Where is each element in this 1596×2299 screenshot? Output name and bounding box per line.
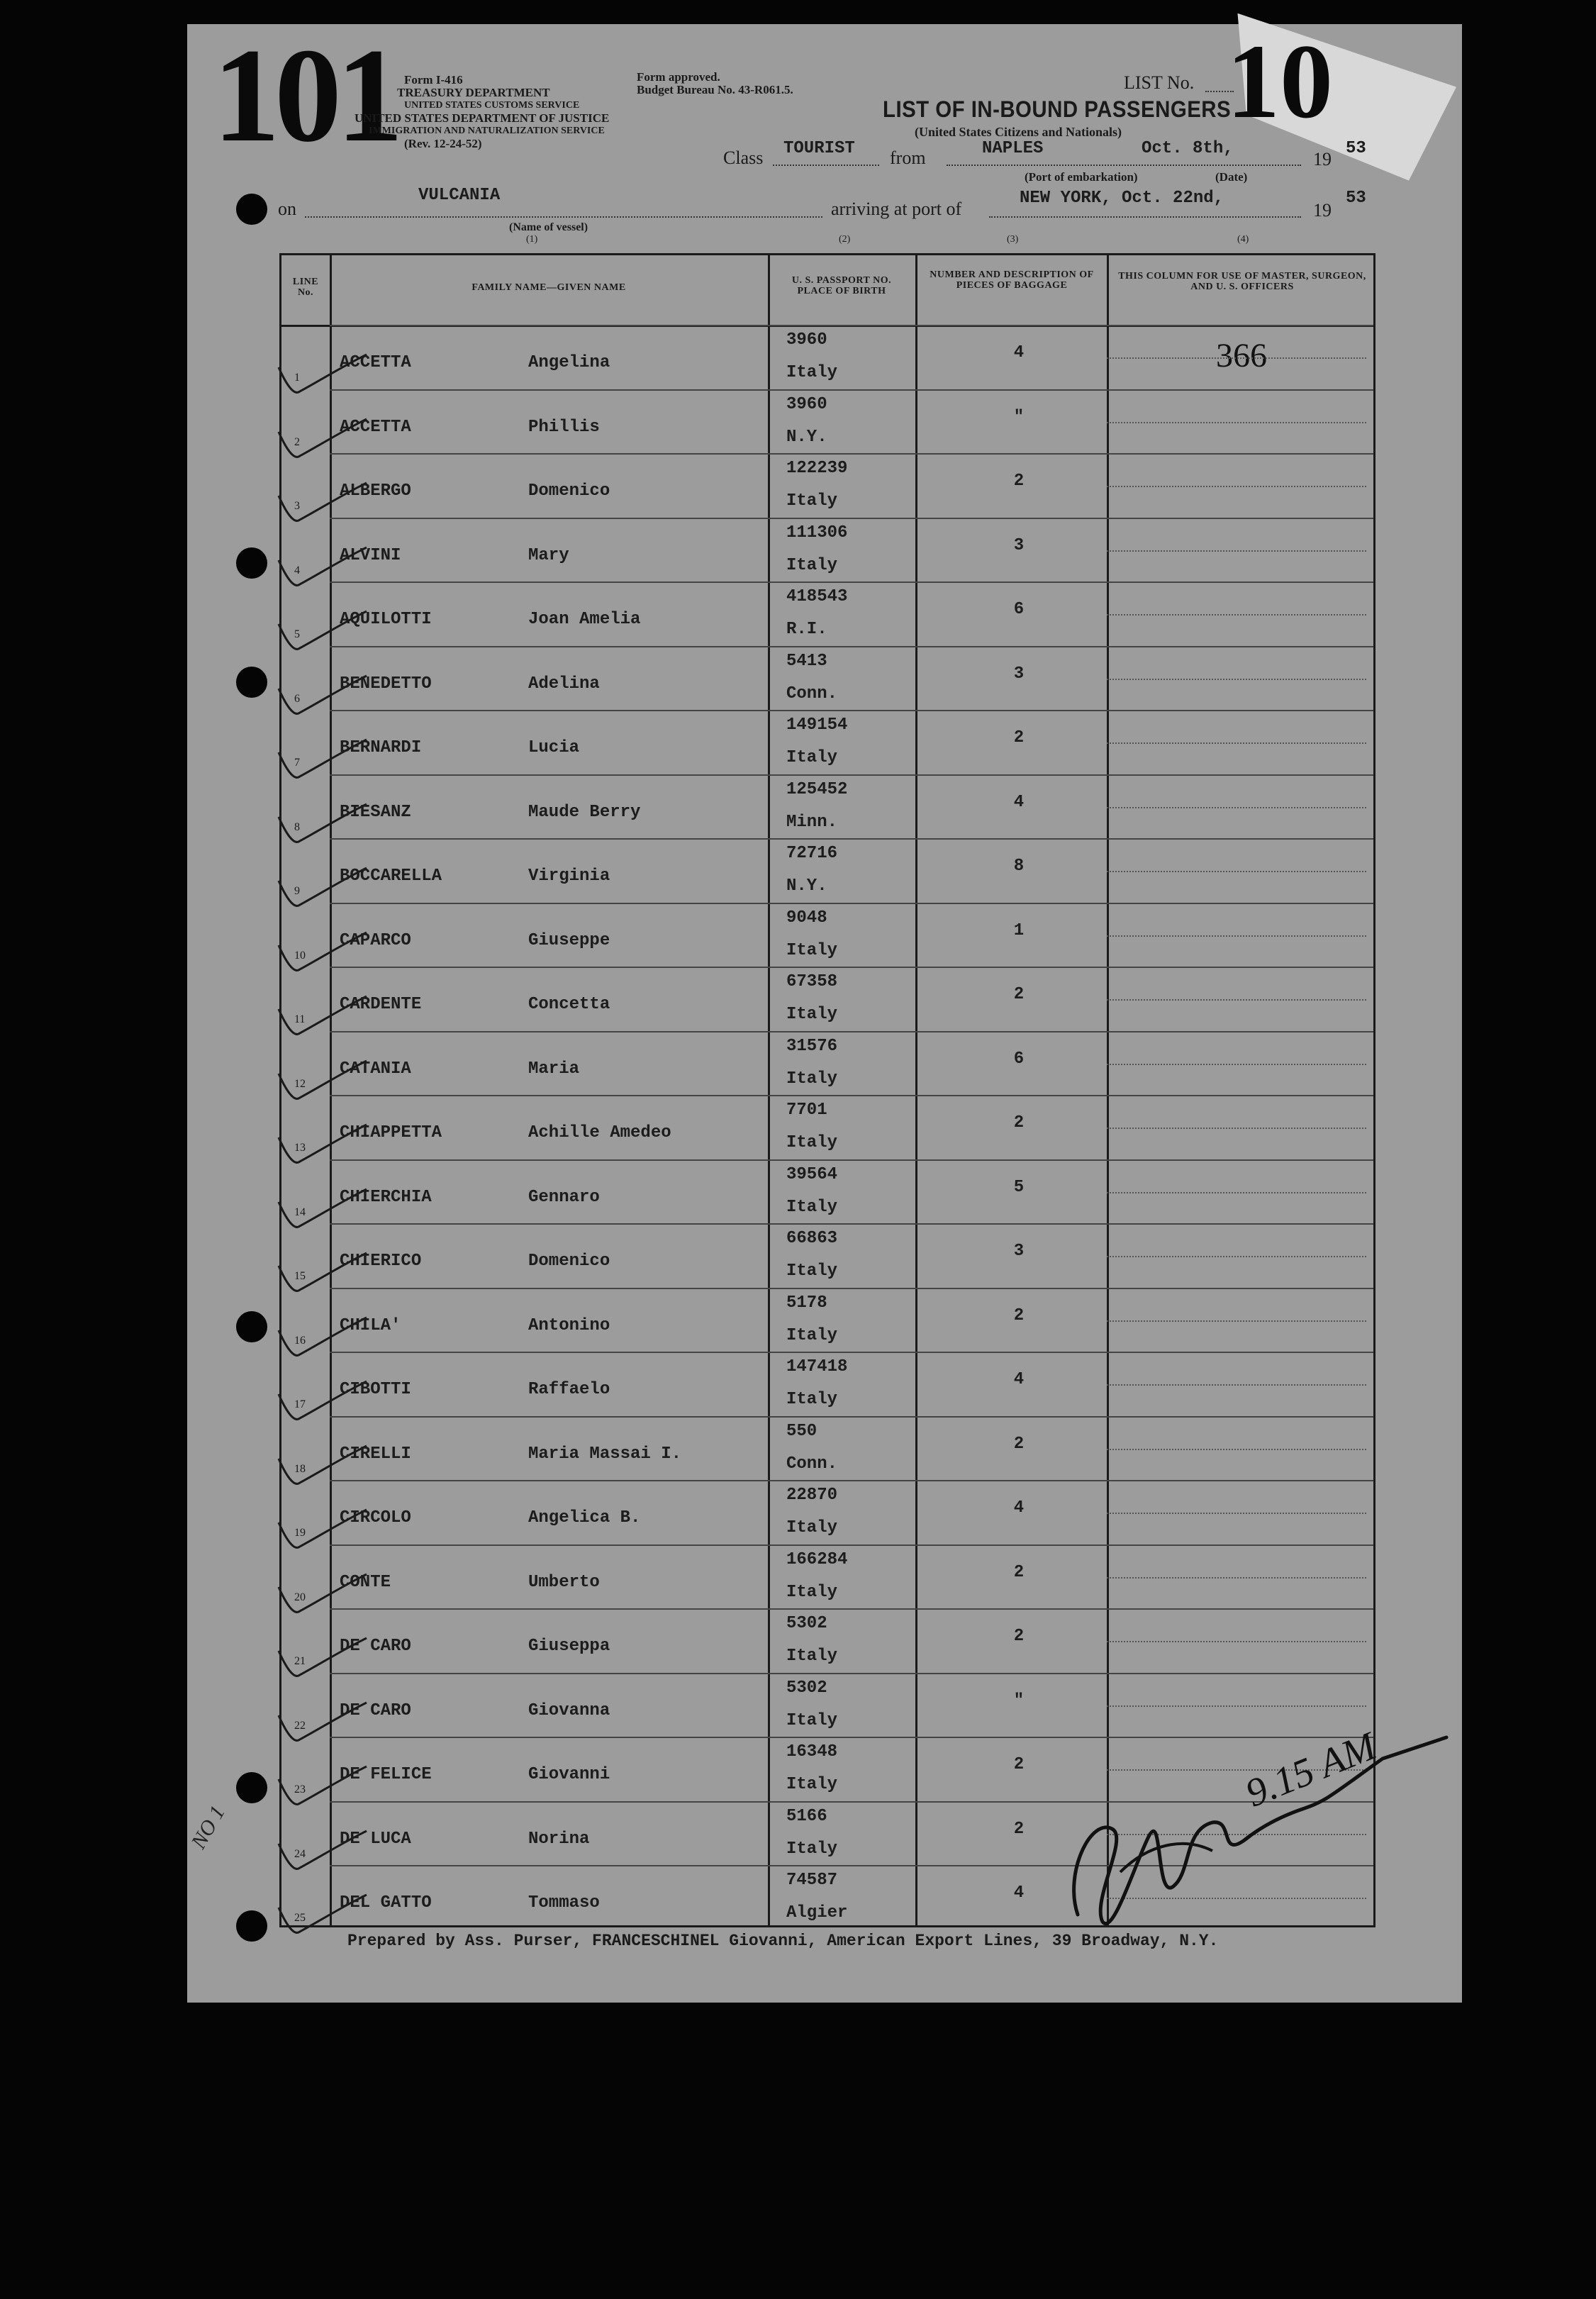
- passport-number: 39564: [786, 1164, 838, 1184]
- family-name: CIRELLI: [340, 1444, 411, 1464]
- list-no-label: LIST No.: [1124, 72, 1195, 93]
- list-stamp-number-right: 10: [1227, 23, 1333, 140]
- on-label: on: [278, 199, 296, 219]
- table-row: [281, 325, 1373, 389]
- list-stamp-number: 101: [213, 21, 398, 170]
- row-divider: [330, 1673, 1373, 1674]
- place-of-birth: R.I.: [786, 620, 827, 639]
- place-of-birth: Algier: [786, 1903, 848, 1922]
- family-name: AQUILOTTI: [340, 610, 432, 629]
- approval-line-1: Form approved.: [637, 70, 720, 84]
- line-number: 9: [294, 885, 300, 897]
- page-title: LIST OF IN-BOUND PASSENGERS: [883, 96, 1232, 122]
- row-dotted-rule: [1107, 742, 1366, 744]
- line-number: 25: [294, 1912, 306, 1924]
- col-header-passport: U. S. PASSPORT NO. PLACE OF BIRTH: [791, 275, 892, 296]
- place-of-birth: Italy: [786, 363, 838, 382]
- row-divider: [330, 325, 1373, 326]
- vessel-line: [305, 216, 822, 218]
- row-divider: [330, 774, 1373, 776]
- family-name: ACCETTA: [340, 417, 411, 437]
- baggage-count: 4: [1013, 1883, 1025, 1903]
- form-number: Form I-416: [404, 73, 463, 87]
- place-of-birth: Italy: [786, 1775, 838, 1794]
- form-dept-4: IMMIGRATION AND NATURALIZATION SERVICE: [369, 126, 605, 136]
- passport-number: 5302: [786, 1614, 827, 1633]
- row-dotted-rule: [1107, 1320, 1366, 1322]
- punch-hole: [236, 1772, 267, 1803]
- line-number: 12: [294, 1077, 306, 1090]
- given-name: Gennaro: [528, 1187, 600, 1207]
- baggage-count: 2: [1013, 1434, 1025, 1454]
- baggage-count: 2: [1013, 1113, 1025, 1132]
- punch-hole: [236, 194, 267, 225]
- baggage-count: 2: [1013, 985, 1025, 1004]
- table-row: [281, 1608, 1373, 1673]
- col-num-3: (3): [1007, 234, 1019, 245]
- given-name: Tommaso: [528, 1893, 600, 1913]
- given-name: Angelica B.: [528, 1508, 641, 1527]
- given-name: Achille Amedeo: [528, 1123, 671, 1142]
- baggage-count: 6: [1013, 600, 1025, 619]
- baggage-count: 1: [1013, 920, 1025, 940]
- arrival-port-date: NEW YORK, Oct. 22nd,: [1020, 189, 1224, 208]
- line-number: 11: [294, 1013, 306, 1025]
- row-dotted-rule: [1107, 1064, 1366, 1065]
- given-name: Angelina: [528, 353, 610, 372]
- line-number: 8: [294, 820, 300, 833]
- given-name: Lucia: [528, 738, 580, 757]
- baggage-count: 4: [1013, 792, 1025, 812]
- passport-number: 5302: [786, 1678, 827, 1698]
- col-header-baggage: NUMBER AND DESCRIPTION OF PIECES OF BAGGAGE: [930, 269, 1094, 291]
- row-divider: [330, 1095, 1373, 1096]
- line-number: 20: [294, 1591, 306, 1603]
- table-row: [281, 1095, 1373, 1159]
- place-of-birth: Italy: [786, 1518, 838, 1537]
- baggage-count: ": [1013, 1691, 1025, 1710]
- embarkation-date: Oct. 8th,: [1142, 139, 1234, 158]
- row-dotted-rule: [1107, 1577, 1366, 1579]
- family-name: DE FELICE: [340, 1765, 432, 1784]
- punch-hole: [236, 1311, 267, 1342]
- family-name: BENEDETTO: [340, 674, 432, 694]
- handwritten-time-note: 9.15 AM: [1239, 1724, 1383, 1816]
- row-divider: [330, 838, 1373, 840]
- passport-number: 149154: [786, 716, 848, 735]
- row-divider: [330, 646, 1373, 647]
- margin-note: NO 1: [186, 1801, 230, 1853]
- family-name: CIRCOLO: [340, 1508, 411, 1527]
- table-row: [281, 1416, 1373, 1481]
- row-dotted-rule: [1107, 679, 1366, 680]
- passport-number: 22870: [786, 1486, 838, 1505]
- row-divider: [330, 1480, 1373, 1481]
- col-header-name: FAMILY NAME—GIVEN NAME: [471, 282, 626, 293]
- place-of-birth: N.Y.: [786, 876, 827, 896]
- family-name: CATANIA: [340, 1059, 411, 1079]
- class-line: [773, 165, 879, 166]
- place-of-birth: Italy: [786, 1710, 838, 1730]
- table-row: [281, 646, 1373, 711]
- passport-number: 5413: [786, 651, 827, 671]
- line-number: 23: [294, 1783, 306, 1796]
- place-of-birth: Italy: [786, 555, 838, 575]
- family-name: DEL GATTO: [340, 1893, 432, 1913]
- passport-number: 74587: [786, 1871, 838, 1890]
- row-divider: [330, 581, 1373, 583]
- passport-number: 16348: [786, 1742, 838, 1761]
- baggage-count: 6: [1013, 1049, 1025, 1069]
- line-number: 10: [294, 949, 306, 962]
- row-dotted-rule: [1107, 1192, 1366, 1193]
- line-number: 4: [294, 564, 300, 577]
- baggage-count: 2: [1013, 728, 1025, 747]
- family-name: CONTE: [340, 1572, 391, 1592]
- family-name: CAPARCO: [340, 930, 411, 950]
- line-number: 17: [294, 1398, 306, 1410]
- row-dotted-rule: [1107, 357, 1366, 359]
- line-number: 18: [294, 1462, 306, 1475]
- given-name: Domenico: [528, 481, 610, 501]
- table-row: [281, 1223, 1373, 1288]
- family-name: BIESANZ: [340, 802, 411, 822]
- family-name: DE CARO: [340, 1700, 411, 1720]
- place-of-birth: Italy: [786, 1325, 838, 1345]
- passport-number: 9048: [786, 908, 827, 928]
- row-divider: [330, 1416, 1373, 1418]
- given-name: Mary: [528, 545, 569, 565]
- from-label: from: [890, 147, 926, 168]
- baggage-count: 3: [1013, 535, 1025, 555]
- place-of-birth: Italy: [786, 1133, 838, 1152]
- punch-hole: [236, 547, 267, 579]
- line-number: 22: [294, 1719, 306, 1732]
- family-name: CHIERICO: [340, 1252, 422, 1271]
- row-dotted-rule: [1107, 550, 1366, 552]
- given-name: Concetta: [528, 995, 610, 1014]
- family-name: ALBERGO: [340, 481, 411, 501]
- passport-number: 550: [786, 1421, 817, 1441]
- family-name: BOCCARELLA: [340, 867, 442, 886]
- place-of-birth: Italy: [786, 1005, 838, 1024]
- col-num-1: (1): [526, 234, 538, 245]
- line-number: 14: [294, 1206, 306, 1218]
- row-divider: [330, 1352, 1373, 1353]
- row-dotted-rule: [1107, 935, 1366, 937]
- given-name: Virginia: [528, 867, 610, 886]
- line-number: 1: [294, 372, 300, 384]
- place-of-birth: Italy: [786, 940, 838, 960]
- passport-number: 166284: [786, 1549, 848, 1569]
- page-subtitle: (United States Citizens and Nationals): [915, 125, 1122, 139]
- line-number: 3: [294, 500, 300, 512]
- passport-number: 111306: [786, 523, 848, 542]
- officer-note: 366: [1216, 337, 1267, 374]
- passport-number: 7701: [786, 1101, 827, 1120]
- row-dotted-rule: [1107, 1449, 1366, 1450]
- arrival-line: [989, 216, 1301, 218]
- row-dotted-rule: [1107, 1641, 1366, 1642]
- row-dotted-rule: [1107, 807, 1366, 808]
- given-name: Phillis: [528, 417, 600, 437]
- form-dept-2: UNITED STATES CUSTOMS SERVICE: [404, 100, 580, 111]
- family-name: ALVINI: [340, 545, 401, 565]
- baggage-count: 2: [1013, 1562, 1025, 1582]
- row-divider: [330, 1223, 1373, 1225]
- passport-number: 122239: [786, 459, 848, 478]
- row-dotted-rule: [1107, 1384, 1366, 1386]
- family-name: DE CARO: [340, 1637, 411, 1656]
- row-dotted-rule: [1107, 999, 1366, 1001]
- given-name: Joan Amelia: [528, 610, 641, 629]
- col-header-officers: THIS COLUMN FOR USE OF MASTER, SURGEON, AND U. S. OFFICERS: [1118, 271, 1366, 292]
- place-of-birth: Italy: [786, 1839, 838, 1859]
- form-dept-3: UNITED STATES DEPARTMENT OF JUSTICE: [355, 111, 610, 125]
- given-name: Giovanna: [528, 1700, 610, 1720]
- arrival-year-prefix: 19: [1313, 200, 1332, 221]
- table-row: [281, 1544, 1373, 1609]
- baggage-count: 4: [1013, 1498, 1025, 1518]
- table-row: [281, 1288, 1373, 1352]
- table-row: [281, 774, 1373, 839]
- line-number: 16: [294, 1334, 306, 1347]
- passport-number: 66863: [786, 1229, 838, 1248]
- place-of-birth: Italy: [786, 1069, 838, 1089]
- embark-caption: (Port of embarkation): [1025, 170, 1138, 184]
- family-name: DE LUCA: [340, 1829, 411, 1849]
- passport-number: 147418: [786, 1357, 848, 1376]
- place-of-birth: Italy: [786, 1647, 838, 1666]
- table-row: [281, 1480, 1373, 1544]
- passport-number: 5166: [786, 1806, 827, 1826]
- table-row: [281, 710, 1373, 774]
- col-header-line-no: LINE No.: [292, 277, 319, 298]
- row-divider: [330, 1031, 1373, 1032]
- line-number: 19: [294, 1527, 306, 1539]
- table-row: [281, 903, 1373, 967]
- place-of-birth: Italy: [786, 1582, 838, 1602]
- row-divider: [330, 967, 1373, 968]
- officer-signature: [1049, 1688, 1461, 1943]
- passport-number: 418543: [786, 587, 848, 606]
- date-caption: (Date): [1215, 170, 1248, 184]
- table-row: [281, 1352, 1373, 1416]
- col-num-4: (4): [1237, 234, 1249, 245]
- vessel-caption: (Name of vessel): [509, 221, 588, 233]
- form-revision: (Rev. 12-24-52): [404, 137, 482, 150]
- row-dotted-rule: [1107, 1128, 1366, 1129]
- given-name: Giuseppa: [528, 1637, 610, 1656]
- punch-hole: [236, 667, 267, 698]
- row-dotted-rule: [1107, 1513, 1366, 1514]
- passport-number: 72716: [786, 844, 838, 863]
- row-dotted-rule: [1107, 871, 1366, 872]
- given-name: Domenico: [528, 1252, 610, 1271]
- embark-year-prefix: 19: [1313, 149, 1332, 169]
- row-dotted-rule: [1107, 486, 1366, 487]
- approval-block: [637, 71, 793, 96]
- table-row: [281, 967, 1373, 1031]
- from-line: [947, 165, 1301, 166]
- row-divider: [330, 710, 1373, 711]
- line-number: 13: [294, 1142, 306, 1154]
- given-name: Norina: [528, 1829, 590, 1849]
- passport-number: 3960: [786, 330, 827, 350]
- passenger-table: [279, 253, 1375, 1927]
- given-name: Giovanni: [528, 1765, 610, 1784]
- line-number: 21: [294, 1655, 306, 1667]
- form-dept-1: TREASURY DEPARTMENT: [397, 86, 550, 99]
- list-no-line: [1205, 91, 1234, 92]
- baggage-count: 4: [1013, 1370, 1025, 1389]
- family-name: CHIERCHIA: [340, 1187, 432, 1207]
- table-row: [281, 838, 1373, 903]
- row-dotted-rule: [1107, 422, 1366, 423]
- place-of-birth: Conn.: [786, 1454, 838, 1474]
- family-name: CIBOTTI: [340, 1380, 411, 1399]
- passport-number: 5178: [786, 1293, 827, 1313]
- given-name: Umberto: [528, 1572, 600, 1592]
- family-name: CHIAPPETTA: [340, 1123, 442, 1142]
- row-divider: [330, 1288, 1373, 1289]
- family-name: BERNARDI: [340, 738, 422, 757]
- col-num-2: (2): [839, 234, 851, 245]
- approval-line-2: Budget Bureau No. 43-R061.5.: [637, 83, 793, 96]
- class-value: TOURIST: [783, 139, 855, 158]
- place-of-birth: Italy: [786, 1390, 838, 1409]
- baggage-count: 5: [1013, 1177, 1025, 1197]
- baggage-count: 2: [1013, 1627, 1025, 1646]
- family-name: CARDENTE: [340, 995, 422, 1014]
- line-number: 24: [294, 1847, 306, 1860]
- row-divider: [330, 518, 1373, 519]
- vessel-name: VULCANIA: [418, 186, 501, 205]
- arriving-label: arriving at port of: [831, 199, 962, 219]
- table-row: [281, 453, 1373, 518]
- given-name: Maude Berry: [528, 802, 641, 822]
- row-divider: [330, 903, 1373, 904]
- baggage-count: 3: [1013, 1242, 1025, 1261]
- table-row: [281, 1159, 1373, 1224]
- passport-number: 3960: [786, 394, 827, 414]
- baggage-count: ": [1013, 407, 1025, 427]
- line-number: 2: [294, 435, 300, 448]
- given-name: Antonino: [528, 1315, 610, 1335]
- baggage-count: 2: [1013, 472, 1025, 491]
- line-number: 7: [294, 757, 300, 769]
- given-name: Maria Massai I.: [528, 1444, 682, 1464]
- family-name: CHILA': [340, 1315, 401, 1335]
- table-row: [281, 518, 1373, 582]
- line-number: 15: [294, 1270, 306, 1282]
- place-of-birth: Italy: [786, 1262, 838, 1281]
- baggage-count: 3: [1013, 664, 1025, 684]
- arrival-year: 53: [1346, 189, 1366, 208]
- baggage-count: 4: [1013, 343, 1025, 362]
- row-divider: [330, 1544, 1373, 1546]
- passport-number: 67358: [786, 972, 838, 991]
- place-of-birth: Italy: [786, 491, 838, 511]
- baggage-count: 8: [1013, 857, 1025, 876]
- row-divider: [330, 453, 1373, 455]
- row-dotted-rule: [1107, 614, 1366, 616]
- place-of-birth: Italy: [786, 748, 838, 767]
- table-row: [281, 581, 1373, 646]
- footer-prepared-by: Prepared by Ass. Purser, FRANCESCHINEL Giovanni, American Export Lines, 39 Broadway, N.Y.: [347, 1932, 1219, 1950]
- passport-number: 125452: [786, 779, 848, 799]
- row-divider: [330, 389, 1373, 391]
- table-row: [281, 1031, 1373, 1096]
- place-of-birth: Conn.: [786, 684, 838, 703]
- family-name: ACCETTA: [340, 353, 411, 372]
- row-divider: [330, 1608, 1373, 1610]
- class-label: Class: [723, 147, 764, 168]
- given-name: Raffaelo: [528, 1380, 610, 1399]
- given-name: Giuseppe: [528, 930, 610, 950]
- place-of-birth: N.Y.: [786, 427, 827, 447]
- passport-number: 31576: [786, 1036, 838, 1056]
- line-number: 6: [294, 692, 300, 705]
- form-id-block: [355, 74, 609, 150]
- place-of-birth: Minn.: [786, 812, 838, 832]
- given-name: Maria: [528, 1059, 580, 1079]
- row-dotted-rule: [1107, 1256, 1366, 1257]
- embark-year: 53: [1346, 139, 1366, 158]
- port-of-embarkation: NAPLES: [982, 139, 1044, 158]
- given-name: Adelina: [528, 674, 600, 694]
- baggage-count: 2: [1013, 1755, 1025, 1774]
- row-divider: [330, 1159, 1373, 1161]
- table-row: [281, 389, 1373, 454]
- punch-hole: [236, 1910, 267, 1942]
- baggage-count: 2: [1013, 1819, 1025, 1839]
- place-of-birth: Italy: [786, 1197, 838, 1217]
- line-number: 5: [294, 628, 300, 640]
- baggage-count: 2: [1013, 1306, 1025, 1325]
